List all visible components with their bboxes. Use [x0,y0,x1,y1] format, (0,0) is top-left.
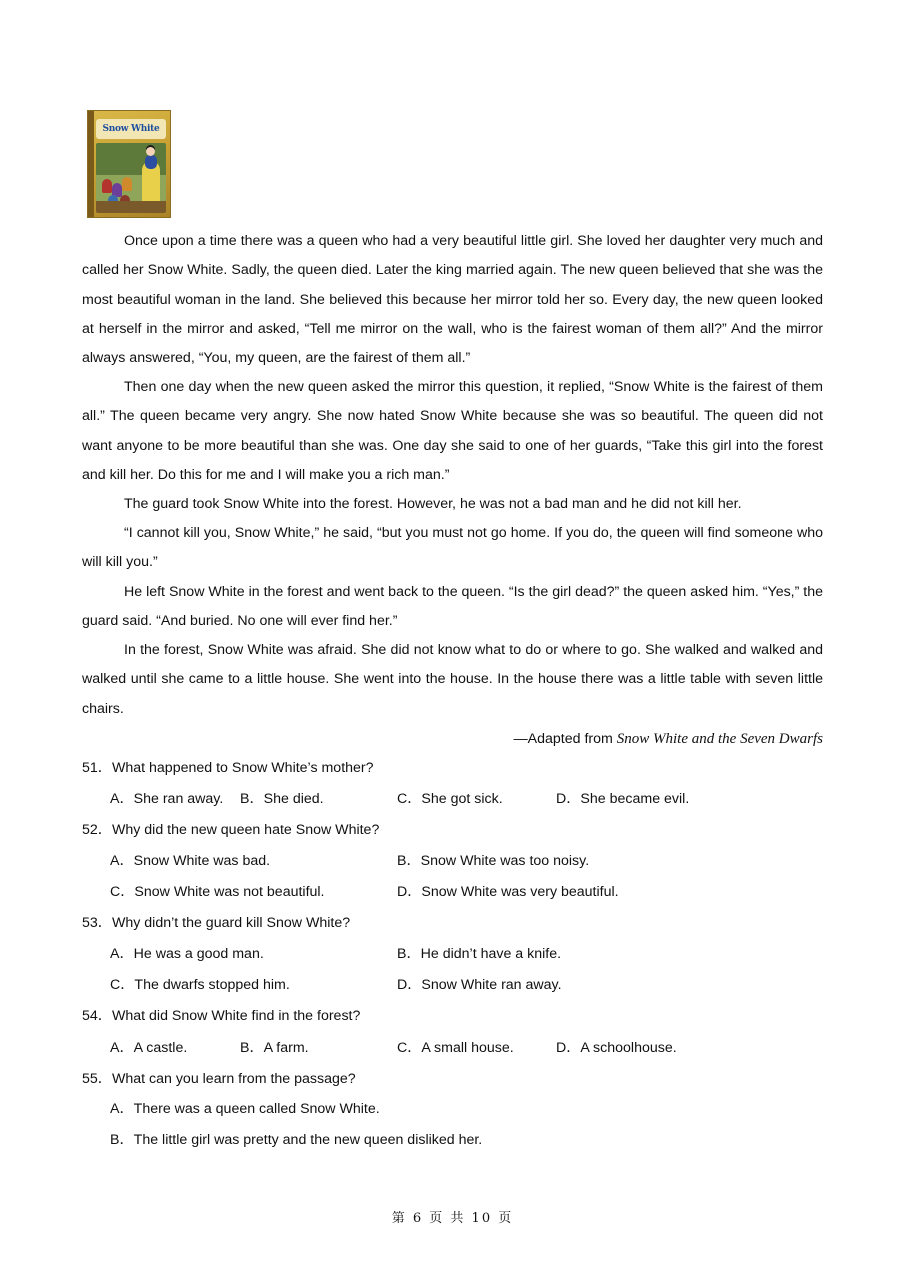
cover-scene [96,143,166,213]
question-52 [82,818,379,842]
dwarf-figure [102,179,112,193]
passage-paragraph-3: The guard took Snow White into the forest. However, he was not a bad man and he did not kill her. [124,496,742,512]
q51-option-a[interactable]: A．She ran away. [110,791,224,807]
question-number: 54． [82,1008,112,1024]
snow-white-head [146,147,155,156]
passage-paragraph-1: Once upon a time there was a queen who had a very beautiful little girl. She loved her daughter very much and called her Snow White. Sadly, the queen died. Later the king married again. The new queen believed that she was the most beautiful woman in the land. She believed this because her mirror told her so. Every day, the new queen looked at herself in the mirror and asked, “Tell me mirror on the wall, who is the fairest woman of them all?” And the mirror always answered, “You, my queen, are the fairest of them all.” [82,233,823,367]
q52-option-a[interactable]: A．Snow White was bad. [110,853,271,869]
question-text: Why didn’t the guard kill Snow White? [111,915,351,931]
q53-option-c[interactable]: C．The dwarfs stopped him. [110,977,290,993]
passage-paragraph-2: Then one day when the new queen asked the mirror this question, it replied, “Snow White is the fairest of them all.” The queen became very angry. She now hated Snow White because she was so beautiful. The queen did not want anyone to be more beautiful than she was. One day she said to one of her guards, “Take this girl into the forest and kill her. Do this for me and I will make you a rich man.” [82,379,823,483]
q52-option-c[interactable]: C．Snow White was not beautiful. [110,884,325,900]
snow-white-book-cover-image [87,110,171,218]
q54-option-c[interactable]: C．A small house. [397,1040,514,1056]
question-54 [82,1004,360,1028]
q53-option-d[interactable]: D．Snow White ran away. [397,977,562,993]
source-book-title: Snow White and the Seven Dwarfs [616,731,823,747]
cover-title: Snow White [96,119,166,139]
source-prefix: —Adapted from [513,731,617,747]
q51-option-d[interactable]: D．She became evil. [556,791,690,807]
q54-option-d[interactable]: D．A schoolhouse. [556,1040,677,1056]
question-number: 53． [82,915,112,931]
q52-option-d[interactable]: D．Snow White was very beautiful. [397,884,619,900]
question-55 [82,1067,356,1091]
q54-option-b[interactable]: B．A farm. [240,1040,309,1056]
question-text: What can you learn from the passage? [111,1071,356,1087]
cover-ground [96,201,166,213]
question-number: 55． [82,1071,112,1087]
dwarf-figure [122,177,132,191]
question-text: What did Snow White find in the forest? [111,1008,361,1024]
q53-option-b[interactable]: B．He didn’t have a knife. [397,946,562,962]
q55-option-b[interactable]: B．The little girl was pretty and the new queen disliked her. [110,1132,483,1148]
page-number-footer: 第 6 页 共 10 页 [391,1211,514,1226]
cover-spine [88,111,94,217]
question-53 [82,911,350,935]
question-51 [82,756,374,780]
q55-option-a[interactable]: A．There was a queen called Snow White. [110,1101,380,1117]
passage-paragraph-5: He left Snow White in the forest and went back to the queen. “Is the girl dead?” the queen asked him. “Yes,” the guard said. “And buried. No one will ever find her.” [82,584,824,630]
q54-option-a[interactable]: A．A castle. [110,1040,188,1056]
question-number: 52． [82,822,112,838]
question-text: What happened to Snow White’s mother? [111,760,374,776]
q52-option-b[interactable]: B．Snow White was too noisy. [397,853,590,869]
question-number: 51． [82,760,112,776]
question-text: Why did the new queen hate Snow White? [111,822,380,838]
passage-source [82,726,823,752]
snow-white-bodice [145,155,157,169]
passage-paragraph-4: “I cannot kill you, Snow White,” he said, “but you must not go home. If you do, the queen will find someone who will kill you.” [82,525,823,571]
passage-paragraph-6: In the forest, Snow White was afraid. She did not know what to do or where to go. She walked and walked and walked until she came to a little house. She went into the house. In the house there was a little table with seven little chairs. [82,642,823,717]
q51-option-b[interactable]: B．She died. [240,791,324,807]
q53-option-a[interactable]: A．He was a good man. [110,946,264,962]
q51-option-c[interactable]: C．She got sick. [397,791,503,807]
